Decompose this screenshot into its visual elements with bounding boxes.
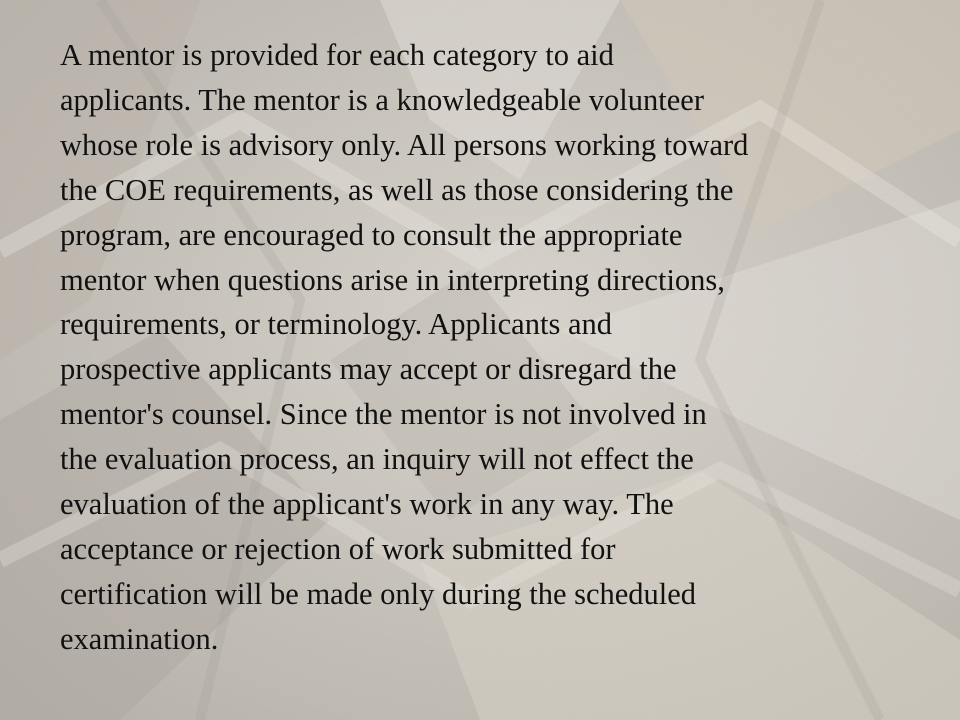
paragraph-line: examination. [60, 621, 219, 656]
paragraph-line: A mentor is provided for each category to aid [60, 38, 614, 72]
paragraph-line: program, are encouraged to consult the appropriate [60, 217, 683, 252]
paragraph-line: whose role is advisory only. All persons working toward [60, 127, 749, 162]
paragraph-line: mentor when questions arise in interpreting directions, [60, 262, 725, 297]
slide-body-paragraph [60, 33, 930, 662]
paragraph-line: requirements, or terminology. Applicants and [60, 307, 612, 342]
paragraph-line: certification will be made only during the scheduled [60, 576, 697, 611]
paragraph-line: acceptance or rejection of work submitted for [60, 531, 616, 566]
paragraph-line: prospective applicants may accept or disregard the [60, 352, 677, 387]
paragraph-line: the evaluation process, an inquiry will not effect the [60, 442, 694, 477]
paragraph-line: applicants. The mentor is a knowledgeable volunteer [60, 82, 704, 117]
paragraph-line: mentor's counsel. Since the mentor is not involved in [60, 397, 707, 432]
paragraph-line: evaluation of the applicant's work in any way. The [60, 487, 674, 522]
paragraph-line: the COE requirements, as well as those considering the [60, 172, 734, 207]
